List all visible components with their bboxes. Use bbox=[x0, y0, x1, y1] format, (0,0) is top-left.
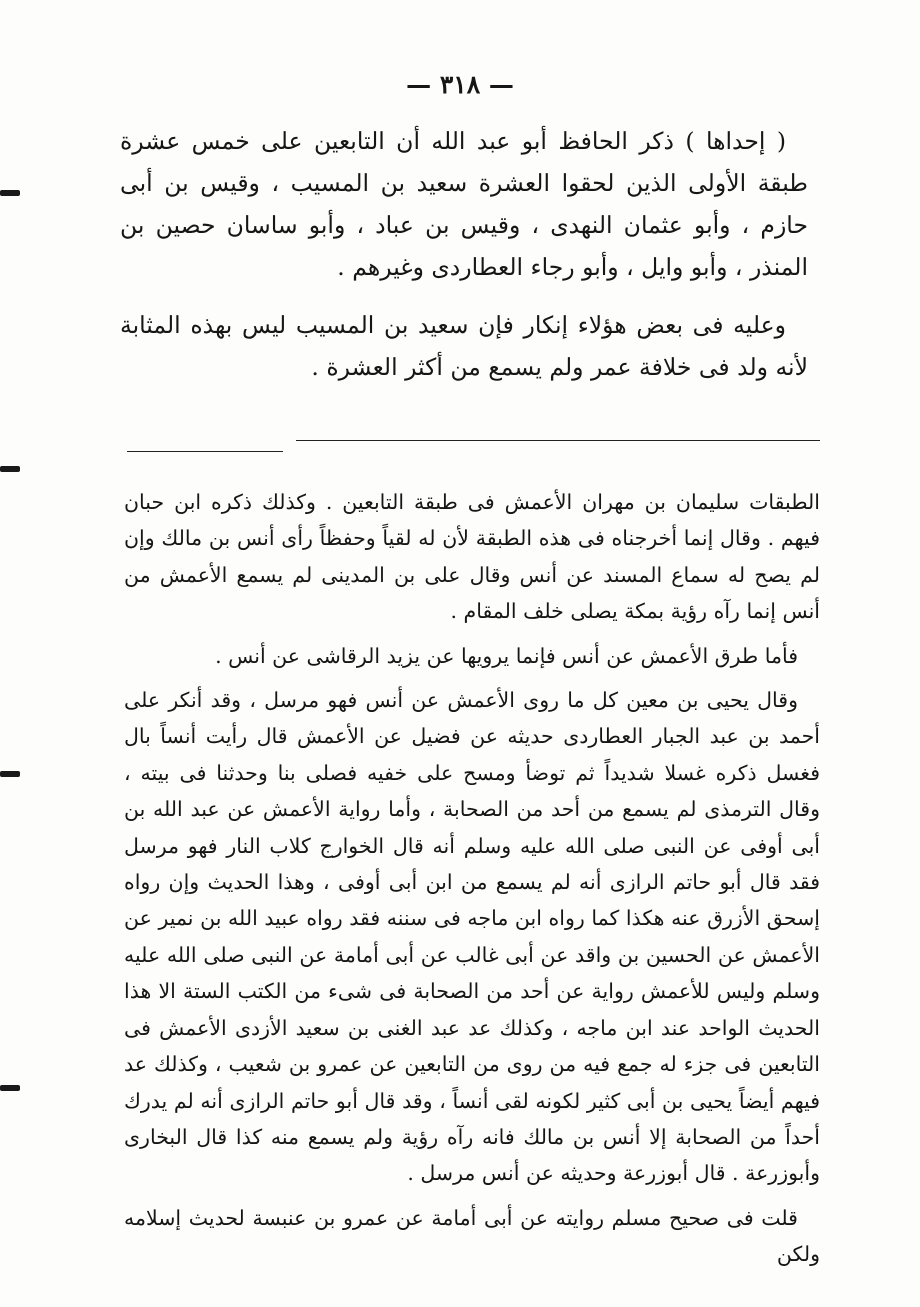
footnote-text bbox=[124, 484, 820, 1273]
margin-mark bbox=[0, 771, 20, 777]
footnote-separator bbox=[296, 440, 820, 441]
footnote-paragraph: قلت فى صحيح مسلم روايته عن أبى أمامة عن عمرو بن عنبسة لحديث إسلامه ولكن bbox=[124, 1205, 820, 1267]
footnote-paragraph: الطبقات سليمان بن مهران الأعمش فى طبقة التابعين . وكذلك ذكره ابن حبان فيهم . وقال إنما أخرجناه فى هذه الطبقة لأن له لقياً وحفظاً رأى أنس بن مالك وإن لم يصح له سماع المسند عن أنس وقال على بن المدينى لم يسمع الأعمش من أنس إنما رآه رؤية بمكة يصلى خلف المقام . bbox=[124, 490, 820, 624]
margin-mark bbox=[0, 190, 20, 196]
main-paragraph: وعليه فى بعض هؤلاء إنكار فإن سعيد بن المسيب ليس بهذه المثابة لأنه ولد فى خلافة عمر ولم يسمع من أكثر العشرة . bbox=[120, 311, 808, 381]
main-paragraph: ( إحداها ) ذكر الحافظ أبو عبد الله أن التابعين على خمس عشرة طبقة الأولى الذين لحقوا العشرة سعيد بن المسيب ، وقيس بن أبى حازم ، وأبو عثمان النهدى ، وقيس بن عباد ، وأبو ساسان حصين بن المنذر ، وأبو وايل ، وأبو رجاء العطاردى وغيرهم . bbox=[120, 127, 808, 281]
margin-mark bbox=[0, 466, 20, 472]
footnote-separator-short bbox=[127, 451, 283, 452]
margin-mark bbox=[0, 1085, 20, 1091]
footnote-paragraph: فأما طرق الأعمش عن أنس فإنما يرويها عن يزيد الرقاشى عن أنس . bbox=[215, 643, 798, 668]
footnote-paragraph: وقال يحيى بن معين كل ما روى الأعمش عن أنس فهو مرسل ، وقد أنكر على أحمد بن عبد الجبار العطاردى حديثه عن فضيل عن الأعمش قال رأيت أنساً بال فغسل ذكره غسلا شديداً ثم توضأ ومسح على خفيه فصلى بنا وحدثنا فى بيته ، وقال الترمذى لم يسمع من أحد من الصحابة ، وأما رواية الأعمش عن عبد الله بن أبى أوفى عن النبى صلى الله عليه وسلم أنه قال الخوارج كلاب النار فهو مرسل فقد قال أبو حاتم الرازى أنه لم يسمع من ابن أبى أوفى ، وهذا الحديث وإن رواه إسحق الأزرق عنه هكذا كما رواه ابن ماجه فى سننه فقد رواه عبيد الله بن نمير عن الأعمش عن الحسين بن واقد عن أبى غالب عن أبى أمامة عن النبى صلى الله عليه وسلم وليس للأعمش رواية عن أحد من الصحابة فى شىء من الكتب الستة الا هذا الحديث الواحد عند ابن ماجه ، وكذلك عد عبد الغنى بن سعيد الأزدى الأعمش فى التابعين فى جزء له جمع فيه من روى من التابعين عن عمرو بن شعيب ، وكذلك عد فيهم أيضاً يحيى بن أبى كثير لكونه لقى أنساً ، وقد قال أبو حاتم الرازى أنه لم يدرك أحداً من الصحابة إلا أنس بن مالك فانه رآه رؤية ولم يسمع منه كذا قال البخارى وأبوزرعة . قال أبوزرعة وحديثه عن أنس مرسل . bbox=[124, 688, 820, 1186]
page-number: — ٣١٨ — bbox=[406, 70, 514, 99]
main-text bbox=[120, 120, 808, 388]
